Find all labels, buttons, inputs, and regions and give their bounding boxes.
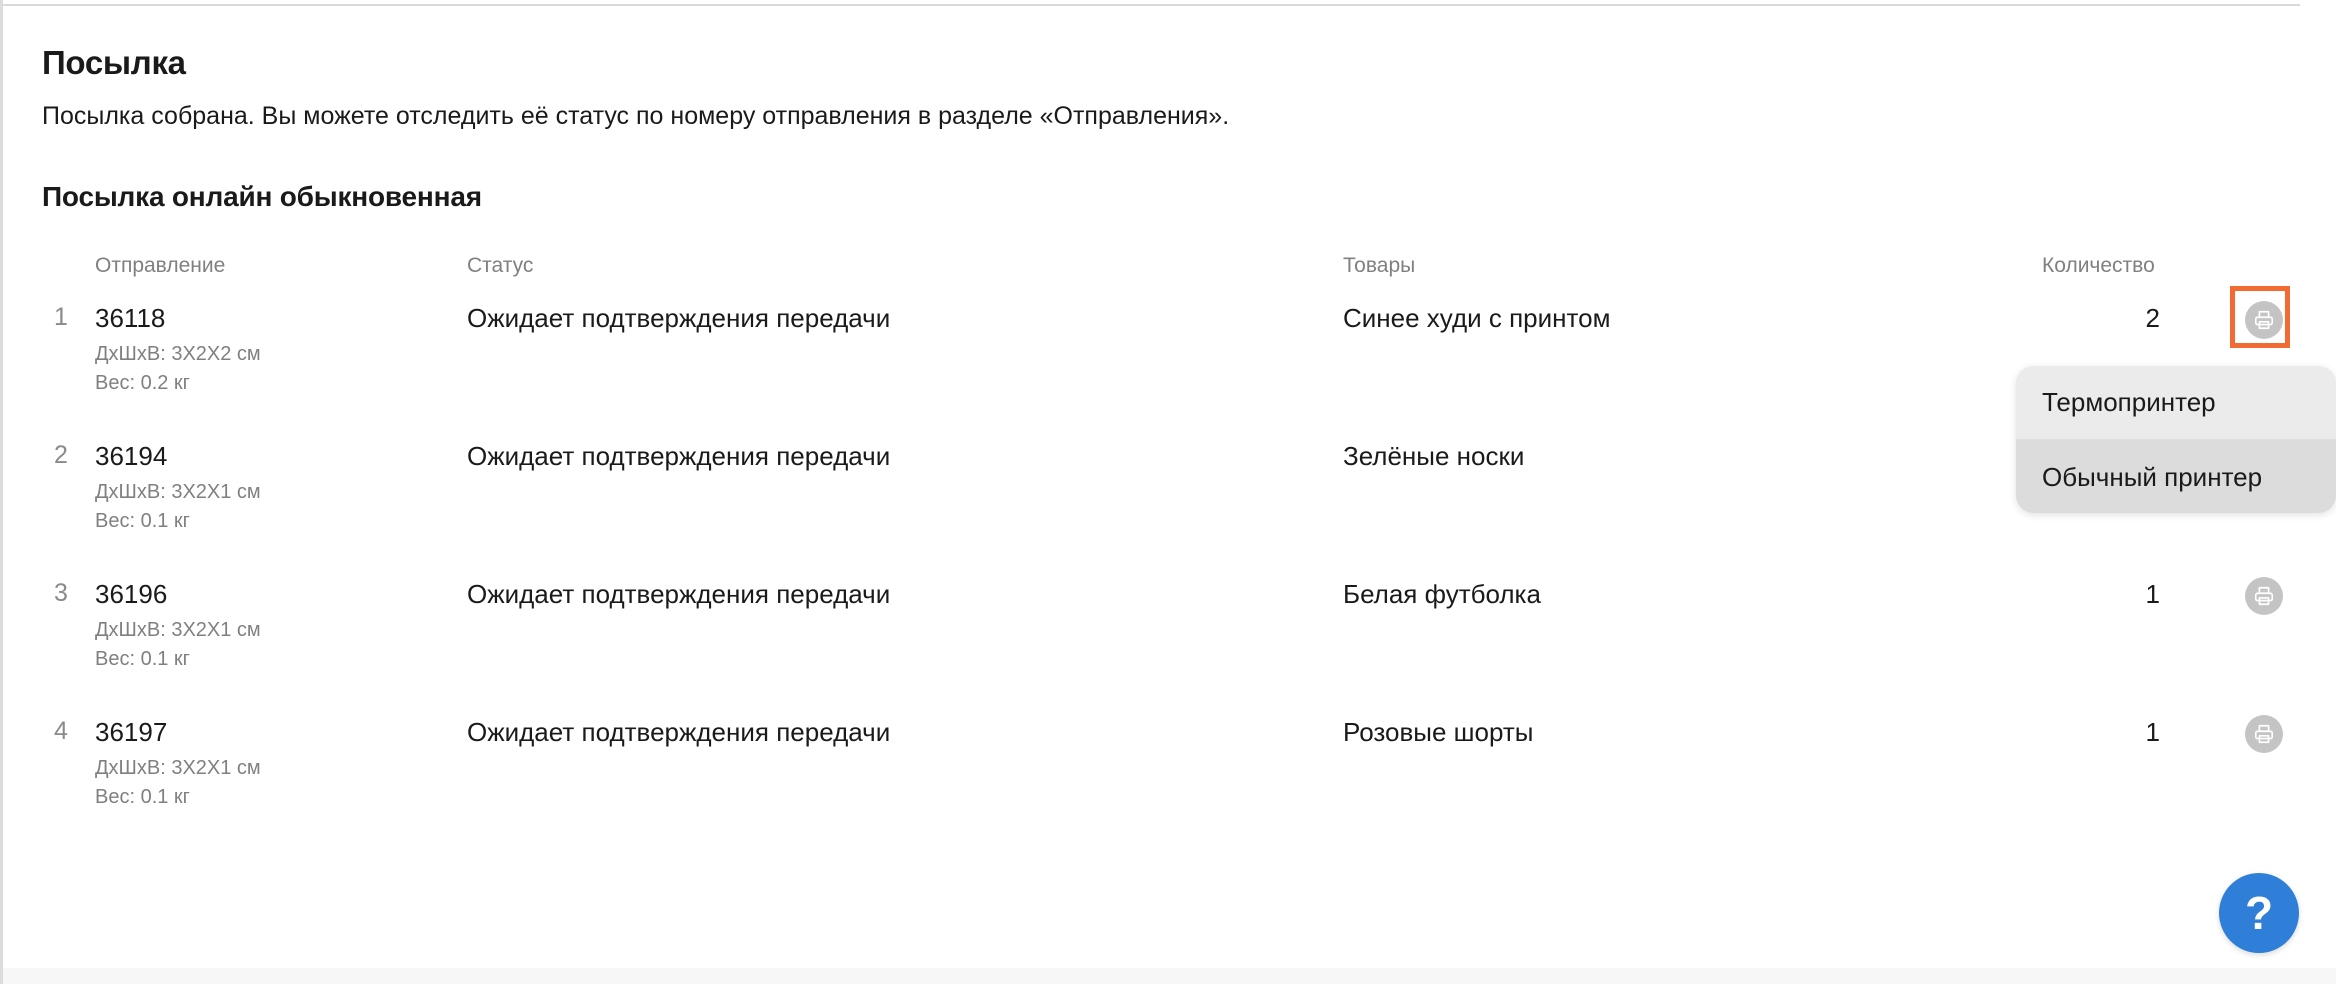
shipment-dimensions: ДхШхВ: 3Х2Х1 см [95, 481, 261, 503]
shipment-status: Ожидает подтверждения передачи [467, 303, 891, 333]
table-row [0, 441, 2336, 571]
help-icon: ? [2244, 887, 2274, 939]
print-button[interactable] [2245, 301, 2283, 339]
shipment-weight: Вес: 0.1 кг [95, 786, 190, 808]
menu-item-regular-printer[interactable]: Обычный принтер [2016, 440, 2336, 513]
column-header-status: Статус [467, 254, 534, 277]
printer-icon [2253, 585, 2275, 607]
row-number: 3 [54, 579, 68, 607]
print-options-menu [2016, 366, 2336, 513]
row-number: 1 [54, 303, 68, 331]
bottom-band [3, 968, 2336, 984]
shipment-quantity: 1 [2145, 717, 2160, 747]
printer-icon [2253, 723, 2275, 745]
shipment-status: Ожидает подтверждения передачи [467, 441, 891, 471]
shipment-dimensions: ДхШхВ: 3Х2Х1 см [95, 619, 261, 641]
shipment-weight: Вес: 0.2 кг [95, 372, 190, 394]
print-button[interactable] [2245, 715, 2283, 753]
shipment-goods: Синее худи с принтом [1343, 303, 1611, 333]
column-header-shipment: Отправление [95, 254, 226, 277]
row-number: 4 [54, 717, 68, 745]
shipment-id: 36118 [95, 303, 166, 333]
page-title: Посылка [42, 44, 186, 81]
shipment-id: 36194 [95, 441, 168, 471]
shipment-goods: Зелёные носки [1343, 441, 1525, 471]
menu-item-thermal-printer[interactable]: Термопринтер [2016, 366, 2336, 440]
top-divider [3, 4, 2300, 6]
help-button[interactable] [2219, 873, 2299, 953]
shipment-status: Ожидает подтверждения передачи [467, 579, 891, 609]
column-header-quantity: Количество [2042, 254, 2155, 277]
page-description: Посылка собрана. Вы можете отследить её статус по номеру отправления в разделе «Отправления». [42, 102, 1230, 130]
shipment-weight: Вес: 0.1 кг [95, 510, 190, 532]
shipment-goods: Розовые шорты [1343, 717, 1534, 747]
shipment-quantity: 2 [2145, 303, 2160, 333]
shipment-id: 36196 [95, 579, 168, 609]
section-title: Посылка онлайн обыкновенная [42, 181, 482, 212]
shipment-weight: Вес: 0.1 кг [95, 648, 190, 670]
shipment-dimensions: ДхШхВ: 3Х2Х2 см [95, 343, 261, 365]
row-number: 2 [54, 441, 68, 469]
column-header-goods: Товары [1343, 254, 1416, 277]
table-row [0, 579, 2336, 709]
shipment-goods: Белая футболка [1343, 579, 1541, 609]
print-button[interactable] [2245, 577, 2283, 615]
table-row [0, 717, 2336, 847]
shipment-status: Ожидает подтверждения передачи [467, 717, 891, 747]
table-row [0, 303, 2336, 433]
shipment-dimensions: ДхШхВ: 3Х2Х1 см [95, 757, 261, 779]
printer-icon [2253, 309, 2275, 331]
shipment-id: 36197 [95, 717, 168, 747]
shipment-quantity: 1 [2145, 579, 2160, 609]
